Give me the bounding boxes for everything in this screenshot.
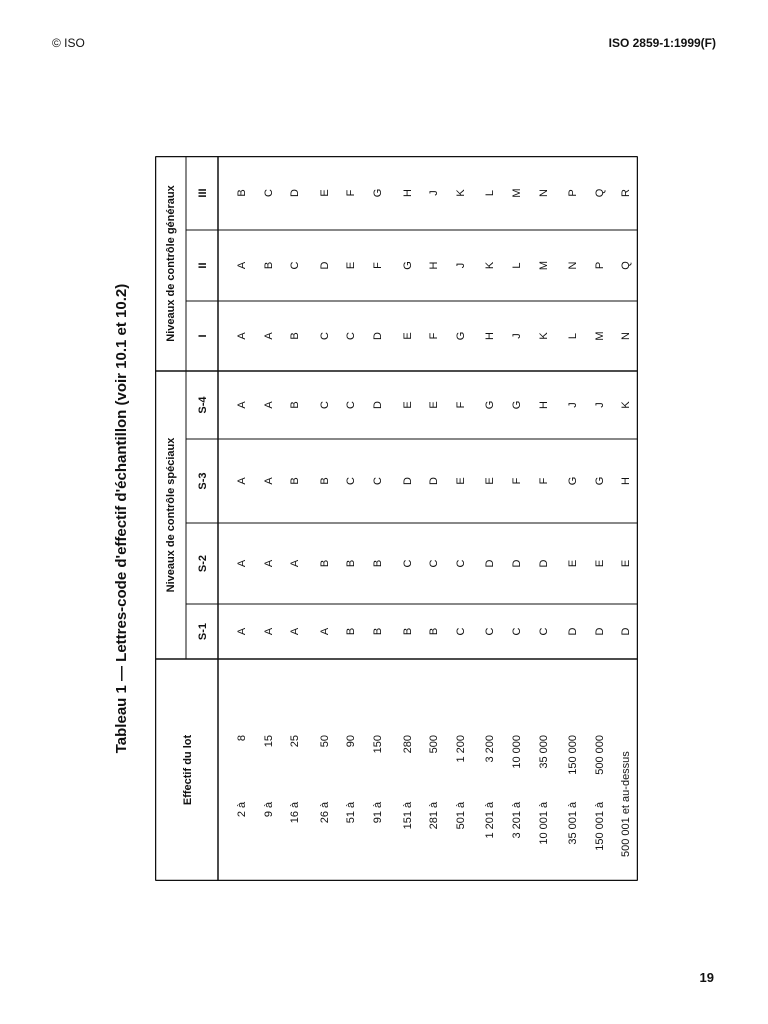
table-title: Tableau 1 — Lettres-code d'effectif d'échantillon (voir 10.1 et 10.2) <box>113 283 130 754</box>
code-letter-cell: C <box>345 332 358 340</box>
lot-to: 15 <box>262 735 275 748</box>
lot-to: 35 000 <box>537 735 550 769</box>
sub-header-s-4: S-4 <box>197 396 209 414</box>
lot-from: 26 <box>318 811 331 824</box>
code-letter-cell: G <box>401 261 414 270</box>
code-letter-cell: A <box>236 332 248 340</box>
lot-to: 10 000 <box>511 735 523 769</box>
code-letter-cell: M <box>511 188 523 198</box>
code-letter-cell: J <box>567 402 580 408</box>
code-letter-cell: B <box>372 627 384 636</box>
code-letter-cell: A <box>262 332 275 340</box>
lot-from: 2 <box>236 811 248 818</box>
code-letter-cell: A <box>262 559 275 568</box>
code-letter-cell: L <box>511 262 523 269</box>
sub-header-s-2: S-2 <box>197 554 209 573</box>
code-letter-cell: K <box>484 261 497 270</box>
lot-to: 150 <box>372 735 384 754</box>
code-letter-cell: Q <box>593 188 606 198</box>
sub-header-ii: II <box>197 262 209 269</box>
code-letter-cell: B <box>318 559 331 568</box>
code-letter-cell: N <box>537 189 550 197</box>
lot-sep: à <box>236 801 248 808</box>
lot-to: 8 <box>236 735 248 742</box>
code-letter-cell: A <box>289 559 302 568</box>
code-letter-cell: C <box>318 401 331 409</box>
lot-to: 25 <box>289 735 302 748</box>
rotated-table-block <box>113 156 638 881</box>
code-letter-cell: C <box>345 401 358 409</box>
code-letter-cell: L <box>567 332 580 340</box>
code-letter-cell: F <box>511 477 523 485</box>
code-letter-cell: D <box>372 332 384 340</box>
standard-id: ISO 2859-1:1999(F) <box>608 36 716 50</box>
code-letter-cell: G <box>454 331 467 341</box>
code-letter-cell: A <box>318 627 331 636</box>
group-header-general: Niveaux de contrôle généraux <box>165 185 177 342</box>
code-letter-cell: L <box>484 189 497 197</box>
code-letter-cell: J <box>454 262 467 269</box>
sub-header-s-1: S-1 <box>197 622 209 641</box>
code-letter-cell: D <box>372 401 384 409</box>
code-letter-cell: B <box>345 627 358 636</box>
copyright-label: © ISO <box>52 36 85 50</box>
code-letter-cell: H <box>620 477 633 485</box>
code-letter-cell: M <box>537 260 550 271</box>
code-letter-cell: J <box>511 333 523 339</box>
code-letter-cell: A <box>289 627 302 636</box>
code-letter-cell: B <box>289 477 302 485</box>
code-letter-cell: G <box>567 476 580 486</box>
code-letter-cell: J <box>593 402 606 408</box>
code-letter-cell: E <box>593 559 606 568</box>
lot-from: 501 <box>454 811 467 830</box>
code-letter-cell: D <box>511 559 523 568</box>
code-letter-cell: E <box>345 261 358 270</box>
code-letter-cell: B <box>401 627 414 636</box>
lot-sep: à <box>345 801 358 808</box>
code-letter-cell: D <box>428 477 441 485</box>
code-letter-cell: E <box>318 189 331 197</box>
code-letter-cell: N <box>620 332 633 340</box>
code-letter-cell: E <box>401 332 414 340</box>
lot-sep: à <box>537 801 550 808</box>
code-letter-cell: H <box>401 189 414 197</box>
code-letter-cell: E <box>428 401 441 409</box>
lot-to: 500 000 <box>593 735 606 775</box>
code-letter-cell: Q <box>620 261 633 270</box>
code-letter-cell: A <box>262 401 275 409</box>
code-letter-cell: E <box>454 477 467 485</box>
code-letter-cell: C <box>318 332 331 340</box>
code-letter-cell: A <box>262 627 275 636</box>
code-letter-cell: B <box>372 559 384 568</box>
lot-to: 280 <box>401 735 414 754</box>
code-letter-cell: D <box>484 559 497 568</box>
code-letter-cell: C <box>537 627 550 636</box>
code-letter-cell: D <box>620 627 633 636</box>
code-letter-cell: F <box>537 477 550 485</box>
lot-from: 500 001 et au-dessus <box>620 751 633 857</box>
sub-header-s-3: S-3 <box>197 472 209 490</box>
code-letter-cell: B <box>236 189 248 197</box>
code-letter-cell: E <box>620 559 633 568</box>
code-letter-cell: G <box>372 188 384 198</box>
lot-sep: à <box>401 801 414 808</box>
code-letter-cell: G <box>593 476 606 486</box>
lot-from: 9 <box>262 811 275 818</box>
lot-from: 10 001 <box>537 811 550 845</box>
code-letter-cell: K <box>537 332 550 340</box>
code-letter-cell: C <box>262 189 275 197</box>
lot-to: 150 000 <box>567 735 580 775</box>
code-letter-cell: G <box>511 400 523 410</box>
code-letter-cell: D <box>567 627 580 636</box>
code-letter-cell: D <box>593 627 606 636</box>
code-letter-cell: D <box>401 477 414 485</box>
lot-to: 90 <box>345 735 358 748</box>
lot-sep: à <box>318 801 331 808</box>
code-letter-cell: H <box>537 401 550 409</box>
code-letter-cell: H <box>484 332 497 340</box>
code-letter-cell: M <box>593 331 606 341</box>
code-letter-cell: F <box>372 262 384 269</box>
code-letter-cell: B <box>289 332 302 340</box>
code-letter-cell: A <box>236 627 248 636</box>
code-letter-cell: D <box>289 189 302 197</box>
code-letter-cell: C <box>511 627 523 636</box>
lot-to: 3 200 <box>484 735 497 763</box>
lot-from: 51 <box>345 811 358 824</box>
lot-sep: à <box>262 801 275 808</box>
code-letter-cell: A <box>236 559 248 568</box>
code-letter-cell: B <box>345 559 358 568</box>
code-letter-cell: A <box>262 477 275 485</box>
code-letter-cell: G <box>484 400 497 410</box>
code-letter-cell: H <box>428 261 441 270</box>
lot-from: 35 001 <box>567 811 580 845</box>
code-letter-cell: C <box>289 261 302 270</box>
page-number: 19 <box>699 970 714 985</box>
code-letter-cell: C <box>454 559 467 568</box>
code-letter-cell: D <box>537 559 550 568</box>
code-letter-cell: E <box>567 559 580 568</box>
code-letter-table <box>155 156 638 881</box>
lot-sep: à <box>372 801 384 808</box>
code-letter-cell: C <box>454 627 467 636</box>
lot-sep: à <box>593 801 606 808</box>
lot-from: 1 201 <box>484 811 497 839</box>
lot-sep: à <box>484 801 497 808</box>
sub-header-i: I <box>197 334 209 338</box>
code-letter-cell: A <box>236 261 248 270</box>
lot-to: 1 200 <box>454 735 467 763</box>
code-letter-cell: N <box>567 261 580 270</box>
sub-header-iii: III <box>197 188 209 198</box>
code-letter-cell: B <box>428 627 441 636</box>
code-letter-cell: P <box>593 261 606 270</box>
code-letter-cell: F <box>345 189 358 197</box>
code-letter-cell: J <box>428 190 441 196</box>
code-letter-cell: B <box>262 261 275 270</box>
code-letter-cell: R <box>620 189 633 197</box>
lot-from: 16 <box>289 811 302 824</box>
code-letter-cell: K <box>620 401 633 409</box>
code-letter-cell: A <box>236 401 248 409</box>
lot-sep: à <box>454 801 467 808</box>
lot-from: 91 <box>372 811 384 824</box>
lot-from: 281 <box>428 811 441 830</box>
lot-from: 150 001 <box>593 811 606 851</box>
lot-sep: à <box>567 801 580 808</box>
group-header-special: Niveaux de contrôle spéciaux <box>165 437 177 593</box>
code-letter-cell: E <box>401 401 414 409</box>
lot-sep: à <box>289 801 302 808</box>
code-letter-cell: C <box>345 477 358 485</box>
code-letter-cell: P <box>567 189 580 197</box>
code-letter-cell: K <box>454 189 467 197</box>
lot-to: 50 <box>318 735 331 748</box>
code-letter-cell: C <box>401 559 414 568</box>
lot-sep: à <box>511 801 523 808</box>
col-header-lot-size: Effectif du lot <box>182 734 194 806</box>
code-letter-cell: B <box>318 477 331 485</box>
lot-sep: à <box>428 801 441 808</box>
lot-to: 500 <box>428 735 441 754</box>
code-letter-cell: E <box>484 477 497 485</box>
code-letter-cell: F <box>428 332 441 340</box>
code-letter-cell: B <box>289 401 302 409</box>
code-letter-cell: D <box>318 261 331 270</box>
lot-from: 3 201 <box>511 811 523 839</box>
code-letter-cell: F <box>454 401 467 409</box>
lot-from: 151 <box>401 811 414 830</box>
code-letter-cell: C <box>484 627 497 636</box>
code-letter-cell: A <box>236 477 248 485</box>
code-letter-cell: C <box>372 477 384 485</box>
code-letter-cell: C <box>428 559 441 568</box>
